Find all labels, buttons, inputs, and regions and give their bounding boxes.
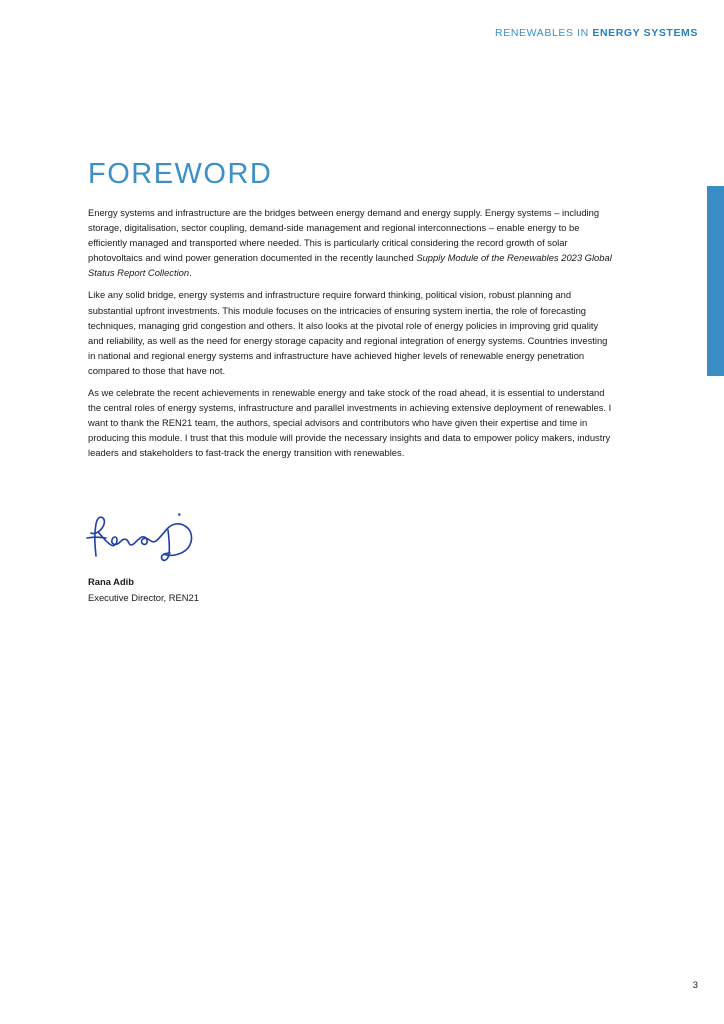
section-side-tab — [707, 186, 724, 376]
signatory-role: Executive Director, REN21 — [88, 592, 199, 603]
paragraph-1-text: Energy systems and infrastructure are the bridges between energy demand and energy supply. Energy systems – including storage, digitalisation, sector coupling, demand-side management and regional interconnections – enable energy to be efficiently managed and transported where needed. This is particularly critical considering the record growth of solar photovoltaics and wind power generation documented in the recently launched — [88, 207, 600, 264]
paragraph-2: Like any solid bridge, energy systems and infrastructure require forward thinking, political vision, robust planning and substantial upfront investments. This module focuses on the intricacies of ensuring system inertia, the role of forecasting techniques, managing grid congestion and others. It also looks at the pivotal role of energy policies in improving grid quality and reliability, as well as the need for energy storage capacity and regional integration of energy systems. Countries investing in national and regional energy systems and infrastructure have achieved higher levels of renewable energy penetration compared to those that have not. — [88, 289, 608, 376]
running-header — [495, 27, 698, 39]
paragraph-1 — [88, 205, 613, 280]
page-number: 3 — [692, 979, 698, 990]
handwritten-signature — [84, 508, 199, 564]
signatory-name: Rana Adib — [88, 576, 135, 587]
running-header-prefix: RENEWABLES IN — [495, 27, 589, 39]
foreword-body — [88, 205, 613, 468]
running-header-section: ENERGY SYSTEMS — [592, 27, 698, 39]
page-title: FOREWORD — [88, 158, 273, 190]
paragraph-1-report-title: Supply Module of the Renewables 2023 Global Status Report Collection — [88, 252, 612, 279]
paragraph-1-end: . — [189, 267, 192, 279]
paragraph-3: As we celebrate the recent achievements in renewable energy and take stock of the road ahead, it is essential to understand the central roles of energy systems, infrastructure and parallel investments in achieving extensive deployment of renewables. I want to thank the REN21 team, the authors, special advisors and contributors who have given their expertise and time in producing this module. I trust that this module will provide the necessary insights and data to empower policy makers, industry leaders and stakeholders to fast-track the energy transition with renewables. — [88, 387, 612, 459]
